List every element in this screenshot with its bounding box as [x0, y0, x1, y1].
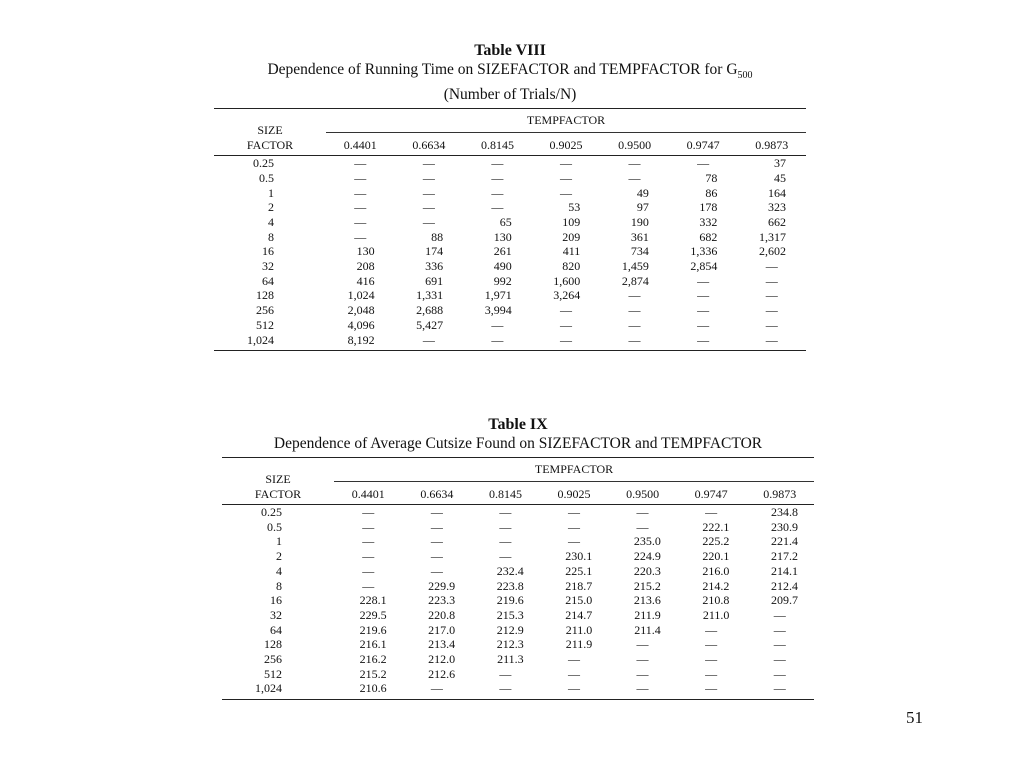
table-subtitle: Dependence of Average Cutsize Found on SIZEFACTOR and TEMPFACTOR [273, 435, 763, 452]
data-table [222, 505, 814, 696]
value-cell: 211.9 [565, 637, 593, 652]
table-subtitle-line2: (Number of Trials/N) [443, 86, 577, 104]
value-cell: — [773, 607, 786, 622]
value-cell: 88 [431, 229, 444, 244]
size-label: SIZE [257, 123, 283, 138]
value-cell: 109 [562, 214, 581, 229]
value-cell: — [559, 317, 572, 332]
tempfactor-label: TEMPFACTOR [534, 462, 614, 476]
value-cell: 992 [493, 273, 512, 288]
column-header: 0.8145 [480, 138, 514, 153]
size-cell: 4 [268, 214, 274, 229]
size-cell: 16 [270, 593, 282, 608]
value-cell: 662 [768, 214, 786, 229]
value-cell: — [354, 214, 367, 229]
value-cell: 209 [562, 229, 581, 244]
value-cell: 217.2 [771, 549, 798, 564]
value-cell: — [765, 288, 778, 303]
value-cell: — [705, 666, 718, 681]
column-headers [334, 487, 814, 502]
value-cell: — [773, 652, 786, 667]
value-cell: 229.5 [359, 607, 387, 622]
value-cell: — [499, 534, 512, 549]
table-row [214, 171, 806, 186]
value-cell: — [499, 549, 512, 564]
value-cell: — [765, 303, 778, 318]
value-cell: 211.4 [634, 622, 661, 637]
table-row [222, 549, 814, 564]
value-cell: — [636, 681, 649, 696]
value-cell: — [422, 200, 435, 215]
column-header: 0.4401 [351, 487, 385, 501]
value-cell: 220.8 [428, 607, 456, 622]
size-cell: 0.5 [259, 170, 274, 185]
value-cell: 219.6 [359, 622, 387, 637]
value-cell: 219.6 [496, 593, 524, 608]
value-cell: 1,459 [621, 259, 649, 274]
value-cell: 78 [705, 170, 718, 185]
value-cell: — [559, 303, 572, 318]
value-cell: 1,336 [690, 244, 718, 259]
value-cell: 217.0 [428, 622, 456, 637]
value-cell: 323 [768, 200, 786, 215]
value-cell: 229.9 [428, 578, 456, 593]
value-cell: 820 [562, 259, 581, 274]
value-cell: 216.0 [702, 563, 730, 578]
value-cell: 130 [356, 244, 375, 259]
value-cell: — [362, 505, 375, 519]
table-row [214, 230, 806, 245]
value-cell: — [559, 156, 572, 171]
value-cell: — [567, 519, 580, 534]
table-row [214, 318, 806, 333]
table-row [222, 667, 814, 682]
value-cell: 222.1 [702, 519, 730, 534]
value-cell: — [705, 681, 718, 696]
value-cell: 97 [636, 200, 649, 215]
value-cell: — [354, 200, 367, 215]
tempfactor-rule [334, 481, 814, 482]
value-cell: — [491, 156, 504, 171]
table-header [214, 109, 806, 155]
value-cell: 212.0 [428, 652, 456, 667]
value-cell: — [773, 622, 786, 637]
value-cell: — [765, 273, 778, 288]
value-cell: — [559, 332, 572, 347]
value-cell: 332 [699, 214, 718, 229]
table-row [222, 564, 814, 579]
value-cell: 49 [636, 185, 649, 200]
value-cell: — [636, 652, 649, 667]
value-cell: — [705, 505, 718, 519]
value-cell: 4,096 [347, 317, 375, 332]
value-cell: — [705, 622, 718, 637]
value-cell: 210.8 [702, 593, 730, 608]
size-cell: 0.5 [267, 519, 282, 534]
value-cell: 215.3 [496, 607, 524, 622]
value-cell: — [491, 332, 504, 347]
value-cell: — [559, 170, 572, 185]
table-title: Table IX [488, 416, 548, 433]
value-cell: 2,602 [759, 244, 786, 259]
value-cell: 86 [705, 185, 718, 200]
value-cell: — [567, 652, 580, 667]
value-cell: 221.4 [771, 534, 798, 549]
size-cell: 256 [256, 303, 274, 318]
table-row [222, 505, 814, 520]
size-cell: 256 [264, 652, 282, 667]
size-cell: 2 [276, 549, 282, 564]
table-row [214, 288, 806, 303]
value-cell: 45 [774, 170, 786, 185]
value-cell: 214.7 [565, 607, 593, 622]
value-cell: 682 [699, 229, 718, 244]
value-cell: — [362, 549, 375, 564]
value-cell: 3,994 [484, 303, 512, 318]
subtitle-text: Dependence of Running Time on SIZEFACTOR and TEMPFACTOR for G [267, 61, 738, 78]
value-cell: — [491, 185, 504, 200]
value-cell: 224.9 [633, 549, 661, 564]
page-number: 51 [906, 708, 923, 727]
value-cell: — [628, 303, 641, 318]
value-cell: 212.9 [496, 622, 524, 637]
table-row [214, 156, 806, 171]
value-cell: — [499, 519, 512, 534]
value-cell: — [636, 505, 649, 519]
value-cell: — [354, 156, 367, 171]
value-cell: — [628, 332, 641, 347]
value-cell: — [567, 534, 580, 549]
value-cell: — [559, 185, 572, 200]
value-cell: — [765, 317, 778, 332]
value-cell: — [422, 170, 435, 185]
value-cell: — [765, 332, 778, 347]
subtitle-subscript: 500 [737, 70, 753, 82]
size-cell: 128 [256, 288, 274, 303]
table-row [214, 333, 806, 348]
value-cell: — [773, 666, 786, 681]
table-row [222, 637, 814, 652]
value-cell: 1,024 [347, 288, 375, 303]
value-cell: — [697, 303, 710, 318]
table-title: Table VIII [474, 42, 546, 59]
table-row [214, 303, 806, 318]
value-cell: — [491, 200, 504, 215]
table-row [222, 593, 814, 608]
value-cell: 218.7 [565, 578, 593, 593]
size-cell: 1 [276, 534, 282, 549]
value-cell: 216.1 [359, 637, 387, 652]
value-cell: — [567, 681, 580, 696]
column-header: 0.8145 [488, 487, 522, 501]
value-cell: 230.1 [565, 549, 593, 564]
value-cell: 1,600 [553, 273, 581, 288]
column-header: 0.6634 [412, 138, 446, 153]
value-cell: 211.0 [565, 622, 593, 637]
value-cell: 212.6 [428, 666, 456, 681]
value-cell: 130 [493, 229, 512, 244]
value-cell: 53 [568, 200, 581, 215]
value-cell: 223.3 [428, 593, 456, 608]
value-cell: 2,854 [690, 259, 718, 274]
table-row [222, 534, 814, 549]
value-cell: — [773, 637, 786, 652]
value-cell: 223.8 [496, 578, 524, 593]
value-cell: — [499, 505, 512, 519]
value-cell: — [430, 549, 443, 564]
value-cell: — [430, 563, 443, 578]
value-cell: 210.6 [359, 681, 387, 696]
value-cell: 37 [774, 156, 786, 171]
value-cell: — [430, 505, 443, 519]
value-cell: — [354, 229, 367, 244]
size-cell: 1,024 [255, 681, 282, 696]
value-cell: — [773, 681, 786, 696]
value-cell: 212.3 [496, 637, 524, 652]
column-header: 0.4401 [343, 138, 377, 153]
value-cell: — [491, 170, 504, 185]
value-cell: — [628, 170, 641, 185]
value-cell: 228.1 [359, 593, 387, 608]
value-cell: — [499, 681, 512, 696]
size-cell: 16 [262, 244, 274, 259]
value-cell: — [636, 519, 649, 534]
value-cell: 734 [630, 244, 649, 259]
size-cell: 1,024 [247, 332, 274, 347]
value-cell: — [354, 170, 367, 185]
value-cell: — [697, 288, 710, 303]
value-cell: — [422, 214, 435, 229]
value-cell: 3,264 [553, 288, 581, 303]
value-cell: 691 [425, 273, 444, 288]
table-row [222, 652, 814, 667]
value-cell: — [362, 578, 375, 593]
value-cell: 190 [630, 214, 649, 229]
value-cell: 216.2 [359, 652, 387, 667]
value-cell: 220.1 [702, 549, 730, 564]
value-cell: 411 [562, 244, 581, 259]
value-cell: 2,874 [621, 273, 649, 288]
column-header: 0.9025 [549, 138, 583, 153]
value-cell: 215.0 [565, 593, 593, 608]
value-cell: — [430, 534, 443, 549]
table-row [214, 200, 806, 215]
value-cell: — [705, 652, 718, 667]
value-cell: 215.2 [633, 578, 661, 593]
value-cell: — [430, 519, 443, 534]
column-header: 0.9873 [763, 487, 797, 501]
value-cell: 416 [356, 273, 375, 288]
column-header: 0.9747 [686, 138, 720, 153]
size-cell: 128 [264, 637, 282, 652]
value-cell: 1,331 [416, 288, 444, 303]
column-header: 0.6634 [420, 487, 454, 501]
tempfactor-label: TEMPFACTOR [526, 113, 606, 128]
size-cell: 8 [276, 578, 282, 593]
value-cell: 214.2 [702, 578, 730, 593]
value-cell: — [499, 666, 512, 681]
value-cell: — [705, 637, 718, 652]
size-cell: 8 [268, 229, 274, 244]
value-cell: 5,427 [416, 317, 444, 332]
value-cell: — [567, 505, 580, 519]
size-cell: 64 [270, 622, 282, 637]
table-row [222, 681, 814, 696]
value-cell: — [697, 317, 710, 332]
column-headers [326, 138, 806, 153]
value-cell: — [422, 156, 435, 171]
value-cell: — [636, 666, 649, 681]
value-cell: 234.8 [771, 505, 798, 519]
data-table [214, 156, 806, 347]
size-cell: 0.25 [261, 505, 282, 519]
value-cell: 212.4 [771, 578, 798, 593]
column-header: 0.9025 [557, 487, 591, 501]
value-cell: 211.9 [634, 607, 661, 622]
value-cell: — [765, 259, 778, 274]
column-header: 0.9873 [755, 138, 789, 153]
column-header: 0.9747 [694, 487, 728, 501]
value-cell: 208 [356, 259, 375, 274]
tempfactor-rule [326, 132, 806, 133]
size-cell: 512 [256, 317, 274, 332]
size-cell: 4 [276, 563, 282, 578]
value-cell: — [354, 185, 367, 200]
value-cell: — [628, 156, 641, 171]
table-header [222, 458, 814, 504]
table-viii [214, 42, 806, 351]
value-cell: 209.7 [771, 593, 798, 608]
value-cell: 178 [699, 200, 718, 215]
value-cell: 214.1 [771, 563, 798, 578]
value-cell: — [628, 288, 641, 303]
value-cell: — [697, 273, 710, 288]
value-cell: — [628, 317, 641, 332]
value-cell: 164 [768, 185, 786, 200]
value-cell: 490 [493, 259, 512, 274]
size-cell: 2 [268, 200, 274, 215]
factor-label: FACTOR [254, 487, 302, 501]
value-cell: 336 [425, 259, 444, 274]
value-cell: — [491, 317, 504, 332]
value-cell: — [697, 332, 710, 347]
value-cell: 261 [493, 244, 512, 259]
value-cell: 225.2 [702, 534, 730, 549]
value-cell: 1,971 [484, 288, 512, 303]
size-cell: 32 [262, 259, 274, 274]
value-cell: 230.9 [771, 519, 798, 534]
table-row [222, 608, 814, 623]
value-cell: 232.4 [496, 563, 524, 578]
table-row [222, 579, 814, 594]
table-row [214, 274, 806, 289]
size-cell: 1 [268, 185, 274, 200]
value-cell: 8,192 [347, 332, 375, 347]
size-cell: 0.25 [253, 156, 274, 171]
value-cell: 215.2 [359, 666, 387, 681]
value-cell: — [422, 185, 435, 200]
size-label: SIZE [265, 472, 291, 486]
value-cell: — [422, 332, 435, 347]
column-header: 0.9500 [618, 138, 652, 153]
factor-label: FACTOR [246, 138, 294, 153]
value-cell: 213.6 [633, 593, 661, 608]
value-cell: 211.3 [497, 652, 524, 667]
value-cell: — [430, 681, 443, 696]
bottom-rule [222, 699, 814, 700]
value-cell: 361 [630, 229, 649, 244]
size-cell: 32 [270, 607, 282, 622]
column-header: 0.9500 [626, 487, 660, 501]
table-subtitle [214, 60, 806, 85]
size-cell: 512 [264, 666, 282, 681]
value-cell: 2,048 [347, 303, 375, 318]
value-cell: — [362, 534, 375, 549]
value-cell: 235.0 [633, 534, 661, 549]
value-cell: — [362, 563, 375, 578]
table-row [214, 244, 806, 259]
table-row [214, 215, 806, 230]
value-cell: 65 [499, 214, 512, 229]
table-row [214, 186, 806, 201]
bottom-rule [214, 350, 806, 351]
size-cell: 64 [262, 273, 274, 288]
value-cell: 213.4 [428, 637, 456, 652]
value-cell: 225.1 [565, 563, 593, 578]
value-cell: — [636, 637, 649, 652]
table-ix [222, 416, 814, 700]
value-cell: — [567, 666, 580, 681]
value-cell: 174 [425, 244, 444, 259]
value-cell: — [697, 156, 710, 171]
value-cell: 1,317 [759, 229, 786, 244]
table-row [222, 623, 814, 638]
table-row [222, 520, 814, 535]
table-row [214, 259, 806, 274]
value-cell: — [362, 519, 375, 534]
value-cell: 220.3 [633, 563, 661, 578]
value-cell: 211.0 [702, 607, 730, 622]
value-cell: 2,688 [416, 303, 444, 318]
